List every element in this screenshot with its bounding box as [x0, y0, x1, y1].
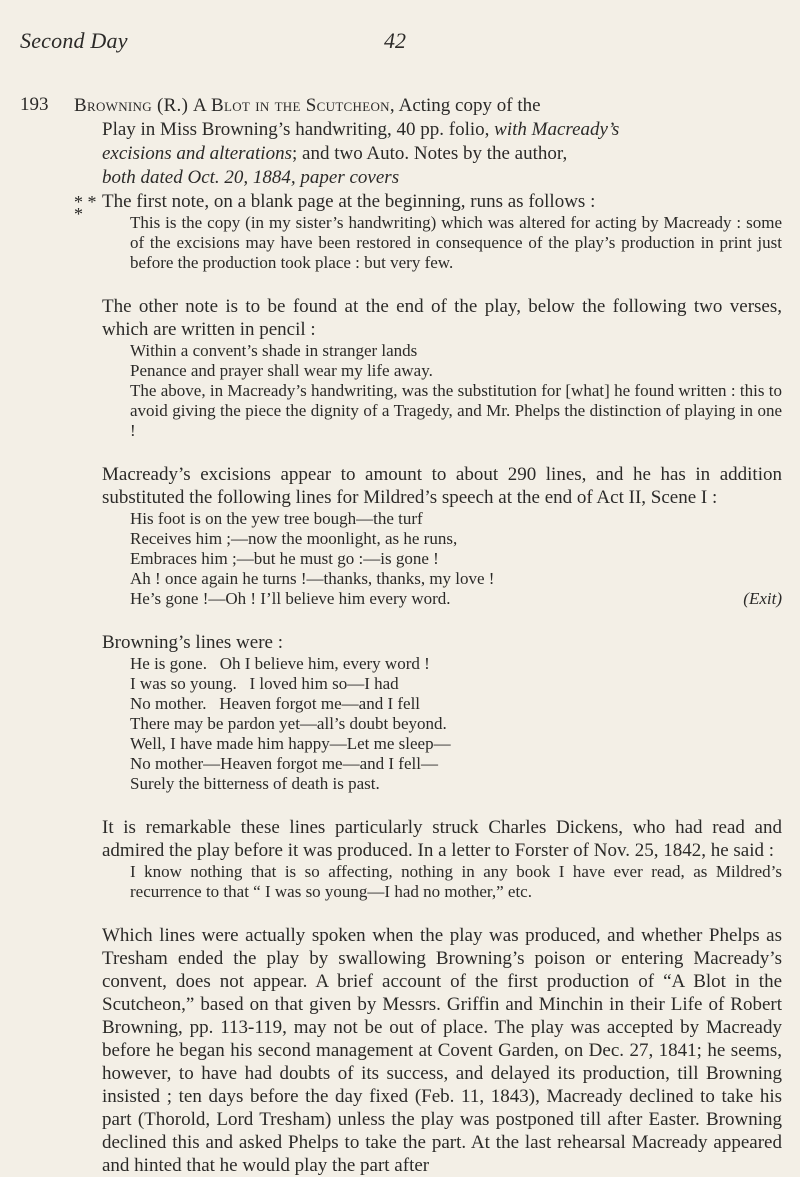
lot-desc-1: Acting copy of the — [398, 95, 541, 116]
lot-desc-line-2 — [74, 118, 782, 142]
running-header: Second Day — [20, 28, 128, 53]
lot-heading — [74, 94, 782, 190]
verse-line: I was so young. I loved him so—I had — [130, 674, 399, 693]
lot-desc-3: excisions and alterations — [102, 143, 292, 164]
paragraph-2: The other note is to be found at the end of the play, below the following two verses, which are written in pencil : — [102, 296, 782, 340]
verse-line: He’s gone !—Oh ! I’ll believe him every word. — [130, 589, 451, 608]
paragraph-1: The first note, on a blank page at the beginning, runs as follows : — [102, 191, 596, 212]
quote-3: I know nothing that is so affecting, nothing in any book I have ever read, as Mildred’s recurrence to that “ I was so young—I had no mother,” etc. — [130, 862, 782, 901]
quote-2: The above, in Macready’s handwriting, was the substitution for [what] he found written : this to avoid giving the piece the dignity of a Tragedy, and Mr. Phelps the distinction of playing in one ! — [130, 381, 782, 440]
asterism-mark: * * * — [74, 192, 97, 224]
lot-desc-line-3 — [74, 142, 782, 166]
verse-line: Receives him ;—now the moonlight, as he runs, — [130, 529, 458, 548]
lot-title: A Blot in the Scutcheon, — [192, 95, 395, 116]
lot-body — [102, 190, 782, 1177]
verse-line: Within a convent’s shade in stranger lands — [130, 341, 418, 360]
verse-line: No mother—Heaven forgot me—and I fell— — [130, 754, 438, 773]
verse-line-with-exit — [102, 589, 782, 609]
paragraph-4: Browning’s lines were : — [102, 632, 284, 653]
verse-line: His foot is on the yew tree bough—the turf — [130, 509, 423, 528]
paragraph-6: Which lines were actually spoken when the play was produced, and whether Phelps as Tresham ended the play by swallowing Browning’s poison or entering Macready’s convent, does not appear. A brief account of the first production of “A Blot in the Scutcheon,” based on that given by Messrs. Griffin and Minchin in their Life of Robert Browning, pp. 113-119, may not be out of place. The play was accepted by Macready before he began his second management at Covent Garden, on Dec. 27, 1841; he seems, however, to have had doubts of its success, and delayed its production, till Browning insisted ; ten days before the day fixed (Feb. 11, 1843), Macready declined to take his part (Thorold, Lord Tresham) unless the play was postponed till after Easter. Browning declined this and asked Phelps to take the part. At the last rehearsal Macready appeared and hinted that he would play the part after — [102, 925, 782, 1176]
paragraph-5: It is remarkable these lines particularly struck Charles Dickens, who had read and admired the play before it was produced. In a letter to Forster of Nov. 25, 1842, he said : — [102, 817, 782, 861]
verse-line: No mother. Heaven forgot me—and I fell — [130, 694, 421, 713]
quote-1: This is the copy (in my sister’s handwriting) which was altered for acting by Macready : some of the excisions may have been restored in consequence of the play’s production in print just before the production took place : but very few. — [130, 213, 782, 272]
paragraph-3: Macready’s excisions appear to amount to about 290 lines, and he has in addition substituted the following lines for Mildred’s speech at the end of Act II, Scene I : — [102, 464, 782, 508]
lot-desc-2: Play in Miss Browning’s handwriting, 40 pp. folio, — [102, 119, 490, 140]
verse-line: Penance and prayer shall wear my life away. — [130, 361, 433, 380]
stage-direction: (Exit) — [743, 589, 782, 608]
page-number: 42 — [384, 28, 406, 53]
verse-line: Well, I have made him happy—Let me sleep— — [130, 734, 451, 753]
verse-line: He is gone. Oh I believe him, every word ! — [130, 654, 430, 673]
verse-line: There may be pardon yet—all’s doubt beyond. — [130, 714, 447, 733]
lot-number: 193 — [20, 94, 49, 115]
lot-desc-5: both dated Oct. 20, 1884, paper covers — [102, 167, 400, 188]
verse-line: Ah ! once again he turns !—thanks, thanks, my love ! — [130, 569, 495, 588]
lot-desc-with: with Macready’s — [494, 119, 620, 140]
verse-line: Embraces him ;—but he must go :—is gone ! — [130, 549, 439, 568]
lot-desc-4: ; and two Auto. Notes by the author, — [291, 143, 568, 164]
lot-author: Browning (R.) — [74, 95, 189, 116]
verse-line: Surely the bitterness of death is past. — [130, 774, 380, 793]
